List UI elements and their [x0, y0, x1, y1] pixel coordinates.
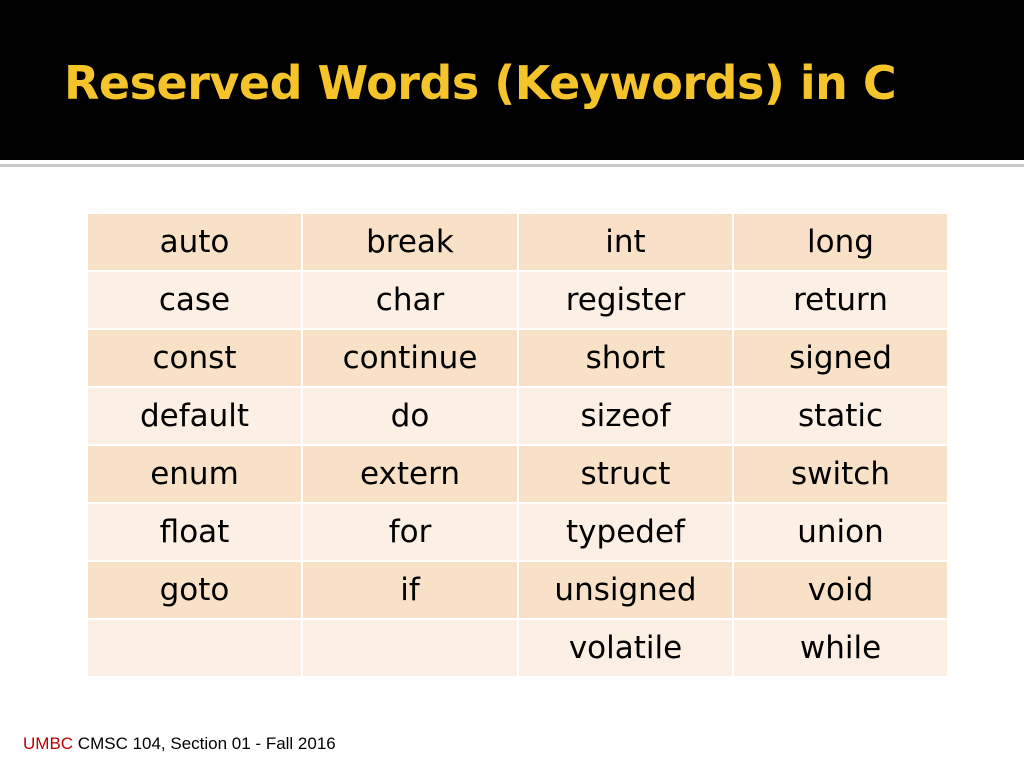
table-cell: union [733, 503, 948, 561]
title-bar [0, 0, 1024, 160]
table-cell: enum [87, 445, 302, 503]
table-cell: switch [733, 445, 948, 503]
table-cell: volatile [518, 619, 733, 677]
table-cell: for [302, 503, 518, 561]
table-cell: break [302, 213, 518, 271]
table-row [87, 329, 948, 387]
table-cell-empty [87, 619, 302, 677]
table-row [87, 271, 948, 329]
table-cell: void [733, 561, 948, 619]
table-row [87, 213, 948, 271]
footer-course-text: CMSC 104, Section 01 - Fall 2016 [73, 734, 336, 753]
table-cell: register [518, 271, 733, 329]
table-cell: long [733, 213, 948, 271]
table-cell: short [518, 329, 733, 387]
table-cell: unsigned [518, 561, 733, 619]
table-cell: const [87, 329, 302, 387]
table-cell: goto [87, 561, 302, 619]
table-cell: case [87, 271, 302, 329]
table-cell: signed [733, 329, 948, 387]
table-cell: sizeof [518, 387, 733, 445]
table-cell: int [518, 213, 733, 271]
table-cell: static [733, 387, 948, 445]
slide-footer [23, 734, 336, 754]
keywords-table [86, 212, 949, 678]
slide-title: Reserved Words (Keywords) in C [64, 56, 897, 110]
table-cell: typedef [518, 503, 733, 561]
table-cell: if [302, 561, 518, 619]
table-cell: struct [518, 445, 733, 503]
table-cell: float [87, 503, 302, 561]
table-row [87, 561, 948, 619]
table-cell: while [733, 619, 948, 677]
table-cell: return [733, 271, 948, 329]
table-row [87, 387, 948, 445]
table-cell-empty [302, 619, 518, 677]
table-cell: do [302, 387, 518, 445]
table-cell: continue [302, 329, 518, 387]
table-row [87, 503, 948, 561]
footer-brand: UMBC [23, 734, 74, 753]
table-cell: char [302, 271, 518, 329]
table-cell: auto [87, 213, 302, 271]
table-cell: extern [302, 445, 518, 503]
table-row [87, 619, 948, 677]
title-divider [0, 164, 1024, 167]
table-cell: default [87, 387, 302, 445]
table-row [87, 445, 948, 503]
